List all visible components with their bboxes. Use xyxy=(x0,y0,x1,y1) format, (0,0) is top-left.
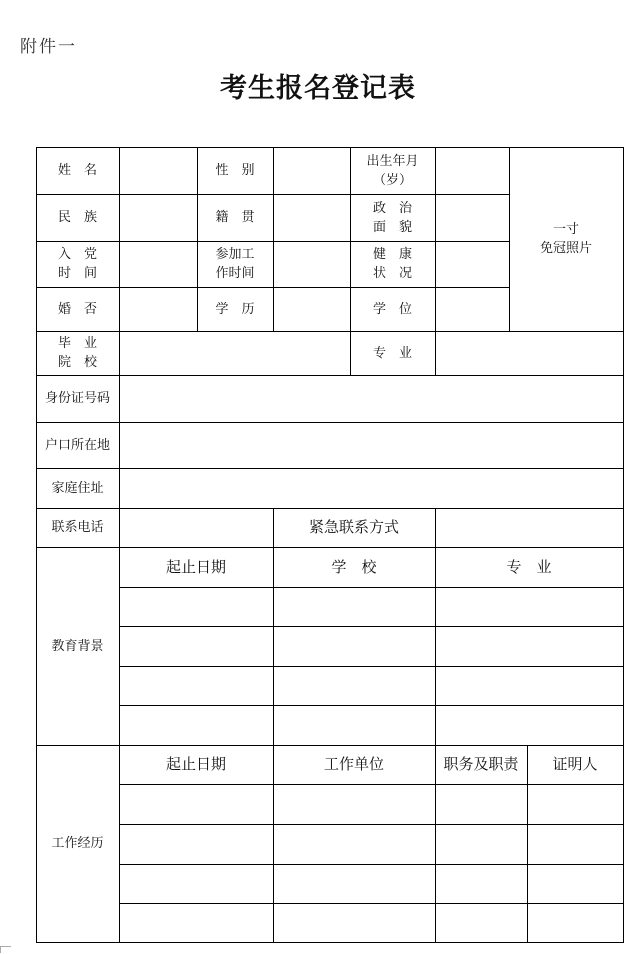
work-header: 工作单位 xyxy=(323,755,384,773)
party-join-date-label-line: 时 间 xyxy=(57,266,97,281)
education-entry-input[interactable] xyxy=(120,588,273,626)
attachment-label: 附件一 xyxy=(20,37,77,57)
photo-placeholder xyxy=(509,147,623,331)
id-number-label-line: 身份证号码 xyxy=(44,391,110,406)
work-section-label-line: 工作经历 xyxy=(51,836,104,851)
phone-label xyxy=(36,508,119,547)
birth-input[interactable] xyxy=(436,148,509,194)
major-label xyxy=(350,331,435,375)
party-join-date-label-line: 入 党 xyxy=(57,247,97,262)
education-header: 学 校 xyxy=(331,557,377,576)
hukou-label xyxy=(36,422,119,468)
work-entry-input[interactable] xyxy=(436,865,527,903)
party-join-date-input[interactable] xyxy=(120,242,197,287)
work-header: 职务及职责 xyxy=(443,755,519,773)
work-header: 起止日期 xyxy=(165,755,226,773)
political-status-label-line: 政 治 xyxy=(372,200,412,216)
table-right-border xyxy=(623,147,624,943)
education-entry-input[interactable] xyxy=(436,706,623,745)
id-number-label xyxy=(36,375,119,422)
marital-input[interactable] xyxy=(120,288,197,331)
degree-label xyxy=(350,287,435,331)
table-bottom-border xyxy=(36,942,624,943)
work-header: 证明人 xyxy=(552,755,598,773)
health-label-line: 状 况 xyxy=(372,266,412,281)
hukou-label-line: 户口所在地 xyxy=(44,437,110,453)
form-title: 考生报名登记表 xyxy=(220,73,416,104)
health-label-line: 健 康 xyxy=(372,247,412,262)
birth-label xyxy=(350,147,435,194)
education-input[interactable] xyxy=(274,288,350,331)
birth-label-line: 出生年月 xyxy=(366,153,419,169)
ethnicity-label-line: 民 族 xyxy=(57,210,97,225)
home-address-input[interactable] xyxy=(120,469,623,508)
work-entry-input[interactable] xyxy=(528,785,623,824)
gender-label xyxy=(197,147,273,194)
political-status-input[interactable] xyxy=(436,195,509,241)
name-label xyxy=(36,147,119,194)
education-entry-input[interactable] xyxy=(274,627,435,666)
work-start-date-label-line: 作时间 xyxy=(215,266,255,281)
ethnicity-input[interactable] xyxy=(120,195,197,241)
party-join-date-label xyxy=(36,241,119,287)
education-entry-input[interactable] xyxy=(274,667,435,705)
home-address-label-line: 家庭住址 xyxy=(51,480,104,496)
home-address-label xyxy=(36,468,119,508)
phone-input[interactable] xyxy=(120,509,273,547)
education-section-label-line: 教育背景 xyxy=(51,638,104,654)
work-section-label xyxy=(36,745,119,942)
ethnicity-label xyxy=(36,194,119,241)
education-entry-input[interactable] xyxy=(120,667,273,705)
native-place-label-line: 籍 贯 xyxy=(215,210,255,225)
education-label xyxy=(197,287,273,331)
work-entry-input[interactable] xyxy=(274,785,435,824)
work-entry-input[interactable] xyxy=(528,825,623,864)
work-entry-input[interactable] xyxy=(274,865,435,903)
work-start-date-label-line: 参加工 xyxy=(215,247,255,262)
work-entry-input[interactable] xyxy=(120,904,273,942)
work-entry-input[interactable] xyxy=(120,825,273,864)
degree-input[interactable] xyxy=(436,288,509,331)
education-header: 起止日期 xyxy=(165,557,226,576)
marital-label xyxy=(36,287,119,331)
education-entry-input[interactable] xyxy=(436,627,623,666)
work-entry-input[interactable] xyxy=(274,825,435,864)
work-entry-input[interactable] xyxy=(528,865,623,903)
id-number-input[interactable] xyxy=(120,376,623,422)
education-entry-input[interactable] xyxy=(436,667,623,705)
education-entry-input[interactable] xyxy=(436,588,623,626)
education-entry-input[interactable] xyxy=(274,588,435,626)
graduate-school-label xyxy=(36,331,119,375)
page-corner-mark xyxy=(0,946,11,953)
work-entry-input[interactable] xyxy=(436,904,527,942)
emergency-contact-label xyxy=(273,508,435,547)
work-entry-input[interactable] xyxy=(528,904,623,942)
health-input[interactable] xyxy=(436,242,509,287)
hukou-input[interactable] xyxy=(120,423,623,468)
birth-label-line: （岁） xyxy=(372,172,412,188)
graduate-school-input[interactable] xyxy=(120,332,350,375)
political-status-label xyxy=(350,194,435,241)
work-entry-input[interactable] xyxy=(120,785,273,824)
graduate-school-label-line: 院 校 xyxy=(57,355,97,370)
gender-input[interactable] xyxy=(274,148,350,194)
major-label-line: 专 业 xyxy=(372,345,412,361)
work-entry-input[interactable] xyxy=(436,825,527,864)
marital-label-line: 婚 否 xyxy=(57,301,97,317)
name-input[interactable] xyxy=(120,148,197,194)
photo-placeholder-line: 免冠照片 xyxy=(539,241,592,256)
work-entry-input[interactable] xyxy=(120,865,273,903)
major-input[interactable] xyxy=(436,332,623,375)
photo-placeholder-line: 一寸 xyxy=(552,222,579,237)
work-start-date-input[interactable] xyxy=(274,242,350,287)
political-status-label-line: 面 貌 xyxy=(372,219,412,235)
education-entry-input[interactable] xyxy=(120,706,273,745)
education-header: 专 业 xyxy=(506,557,552,576)
phone-label-line: 联系电话 xyxy=(51,520,104,535)
education-section-label xyxy=(36,547,119,745)
native-place-label xyxy=(197,194,273,241)
emergency-contact-input[interactable] xyxy=(436,509,623,547)
work-start-date-label xyxy=(197,241,273,287)
work-entry-input[interactable] xyxy=(436,785,527,824)
name-label-line: 姓 名 xyxy=(57,163,97,178)
gender-label-line: 性 别 xyxy=(215,163,255,178)
education-entry-input[interactable] xyxy=(120,627,273,666)
native-place-input[interactable] xyxy=(274,195,350,241)
graduate-school-label-line: 毕 业 xyxy=(57,336,97,351)
emergency-contact-label-line: 紧急联系方式 xyxy=(308,518,399,536)
health-label xyxy=(350,241,435,287)
education-label-line: 学 历 xyxy=(215,301,255,317)
education-entry-input[interactable] xyxy=(274,706,435,745)
work-entry-input[interactable] xyxy=(274,904,435,942)
degree-label-line: 学 位 xyxy=(372,301,412,317)
